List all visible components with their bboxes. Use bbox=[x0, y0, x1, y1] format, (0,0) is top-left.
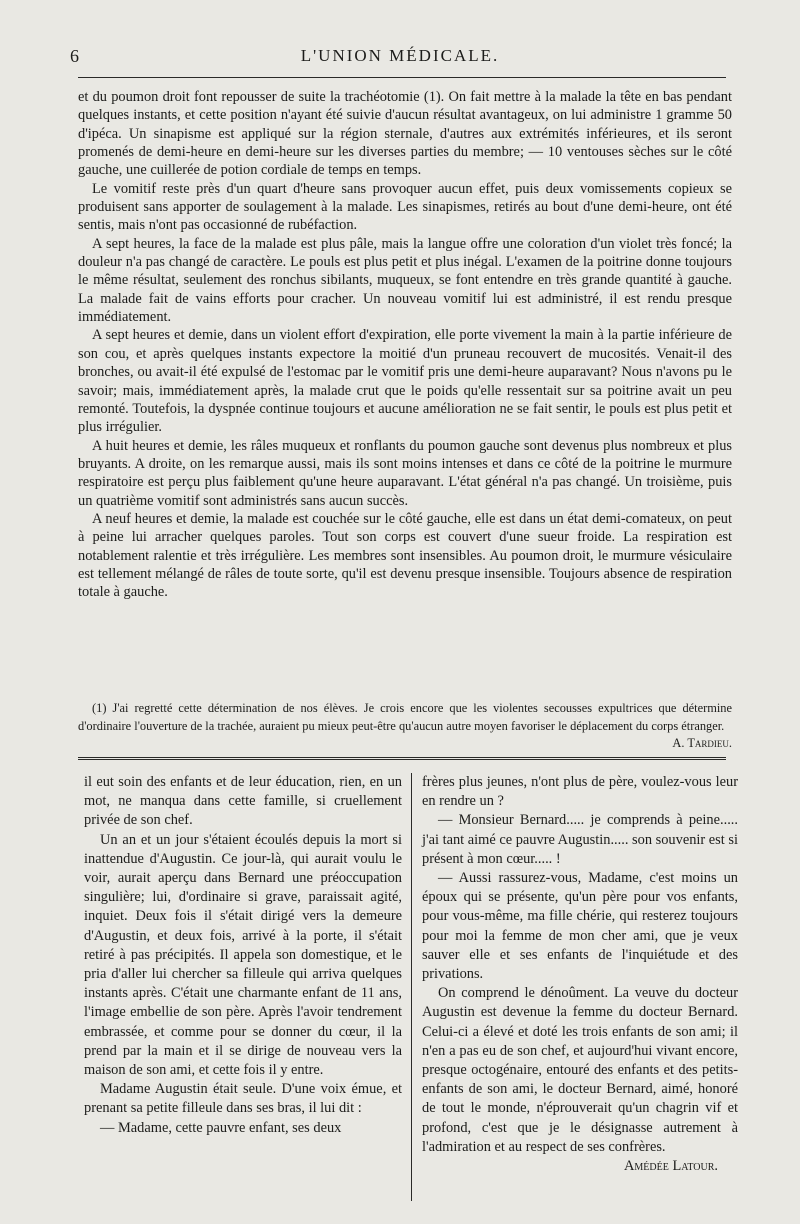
paragraph: Madame Augustin était seule. D'une voix émue, et prenant sa petite filleule dans ses bras, il lui dit : bbox=[84, 1081, 402, 1117]
footnote-signature: A. Tardieu. bbox=[672, 736, 732, 750]
paragraph: On comprend le dénoûment. La veuve du docteur Augustin est devenue la femme du docteur Bernard. Celui-ci a élevé et doté les trois enfants de son ami; il n'en a pas eu de son chef, et aujourd'hui vivant encore, presque octogénaire, entouré des enfants et des petits-enfants de son ami, le docteur Bernard, aimé, honoré de tout le monde, n'éprouverait qu'un chagrin vif et profond, c'est que je le désignasse autrement à l'admiration et au respect de ses confrères. bbox=[422, 985, 738, 1155]
paragraph: Le vomitif reste près d'un quart d'heure sans provoquer aucun effet, puis deux vomissements copieux se produisent sans apporter de soulagement à la malade. Les sinapismes, retirés au bout d'une demi-heure, ont été sentis, mais n'ont pas occasionné de rubéfaction. bbox=[78, 180, 732, 234]
paragraph: Un an et un jour s'étaient écoulés depuis la mort si inattendue d'Augustin. Ce jour-là, qui aurait voulu le voir, aurait aperçu dans Bernard une préoccupation singulière; lui, d'ordinaire si grave, paraissait agité, inquiet. Deux fois il s'était dirigé vers la demeure d'Augustin, et deux fois, arrivé à la porte, il s'était retiré à pas précipités. Il appela son domestique, et le pria d'aller lui chercher sa filleule qui arriva quelques instants après. C'était une charmante enfant de 11 ans, l'image embellie de son père. Après l'avoir tendrement embrassée, et comme pour se donner du cœur, il la prend par la main et il se dirige de nouveau vers la maison de son ami, et cette fois il y entre. bbox=[84, 831, 402, 1079]
paragraph: A sept heures et demie, dans un violent effort d'expiration, elle porte vivement la main à la partie inférieure de son cou, et après quelques instants expectore la moitié d'un pruneau recouvert de mucosités. Venait-il des bronches, ou avait-il été expulsé de l'estomac par le vomitif pris une demi-heure auparavant? Nous n'avons pu le savoir; mais, immédiatement après, la malade crut que le poids qu'elle ressentait sur sa poitrine avait un peu remonté. Toutefois, la dyspnée continue toujours et aucune amélioration ne se fait sentir, le pouls est plus petit et plus irrégulier. bbox=[78, 327, 732, 436]
footnote-text: (1) J'ai regretté cette détermination de nos élèves. Je crois encore que les violentes secousses expultrices que détermine d'ordinaire l'ouverture de la trachée, auraient pu mieux peut-être qu'aucun autre moyen favoriser le déplacement du corps étranger. bbox=[78, 701, 732, 733]
feuilleton-separator bbox=[78, 757, 726, 763]
footnote bbox=[78, 700, 732, 753]
paragraph: frères plus jeunes, n'ont plus de père, voulez-vous leur en rendre un ? bbox=[422, 774, 738, 810]
paragraph: et du poumon droit font repousser de suite la trachéotomie (1). On fait mettre à la malade la tête en bas pendant quelques instants, et cette position n'ayant été suivie d'aucun résultat avantageux, on lui administre 1 gramme 50 d'ipéca. Un sinapisme est appliqué sur la région sternale, d'autres aux extrémités inférieures, et ils seront promenés de demi-heure en demi-heure sur les diverses parties du membre; — 10 ventouses sèches sur le côté gauche, une cuillerée de potion cordiale de temps en temps. bbox=[78, 89, 732, 179]
paragraph: A sept heures, la face de la malade est plus pâle, mais la langue offre une coloration d'un violet très foncé; la douleur n'a pas changé de caractère. Le pouls est plus petit et plus inégal. L'examen de la poitrine donne toujours le même résultat, seulement des ronchus sibilants, muqueux, se font entendre en très grande quantité à gauche. La malade fait de vains efforts pour cracher. Un nouveau vomitif lui est administré, il est rendu presque immédiatement. bbox=[78, 235, 732, 326]
column-divider bbox=[411, 773, 412, 1201]
paragraph: A huit heures et demie, les râles muqueux et ronflants du poumon gauche sont devenus plus nombreux et plus bruyants. A droite, on les remarque aussi, mais ils sont moins intenses et dans ce côté de la poitrine le murmure respiratoire est perçu plus faiblement qu'une heure auparavant. L'état général n'a pas changé. Un troisième, puis un quatrième vomitif sont administrés sans aucun succès. bbox=[78, 437, 732, 509]
paragraph: — Monsieur Bernard..... je comprends à peine..... j'ai tant aimé ce pauvre Augustin..... son souvenir est si présent à mon cœur..... ! bbox=[422, 812, 738, 867]
header-rule bbox=[78, 77, 726, 78]
feuilleton-left-column bbox=[84, 773, 402, 1138]
author-signature: Amédée Latour. bbox=[624, 1158, 718, 1175]
paragraph: A neuf heures et demie, la malade est couchée sur le côté gauche, elle est dans un état demi-comateux, on peut à peine lui arracher quelques paroles. Tout son corps est couvert d'une sueur froide. La respiration est notablement ralentie et très irrégulière. Les membres sont insensibles. Au poumon droit, le murmure vésiculaire est tellement mélangé de râles de toute sorte, qu'il est devenu presque insensible. Toujours absence de respiration totale à gauche. bbox=[78, 510, 732, 601]
paragraph: — Madame, cette pauvre enfant, ses deux bbox=[100, 1119, 342, 1136]
feuilleton-right-column bbox=[422, 773, 738, 1176]
article-body bbox=[78, 88, 732, 602]
page-number: 6 bbox=[70, 46, 79, 66]
running-title: L'UNION MÉDICALE. bbox=[300, 46, 500, 65]
paragraph: il eut soin des enfants et de leur éducation, rien, en un mot, ne manqua dans cette famille, si cruellement privée de son chef. bbox=[84, 774, 402, 829]
paragraph: — Aussi rassurez-vous, Madame, c'est moins un époux qui se présente, qu'un père pour vos enfants, pour vous-même, ma fille chérie, qui resterez toujours pour moi la femme de mon cher ami, que je veux sauver elle et ses enfants de l'inquiétude et des privations. bbox=[422, 870, 738, 983]
